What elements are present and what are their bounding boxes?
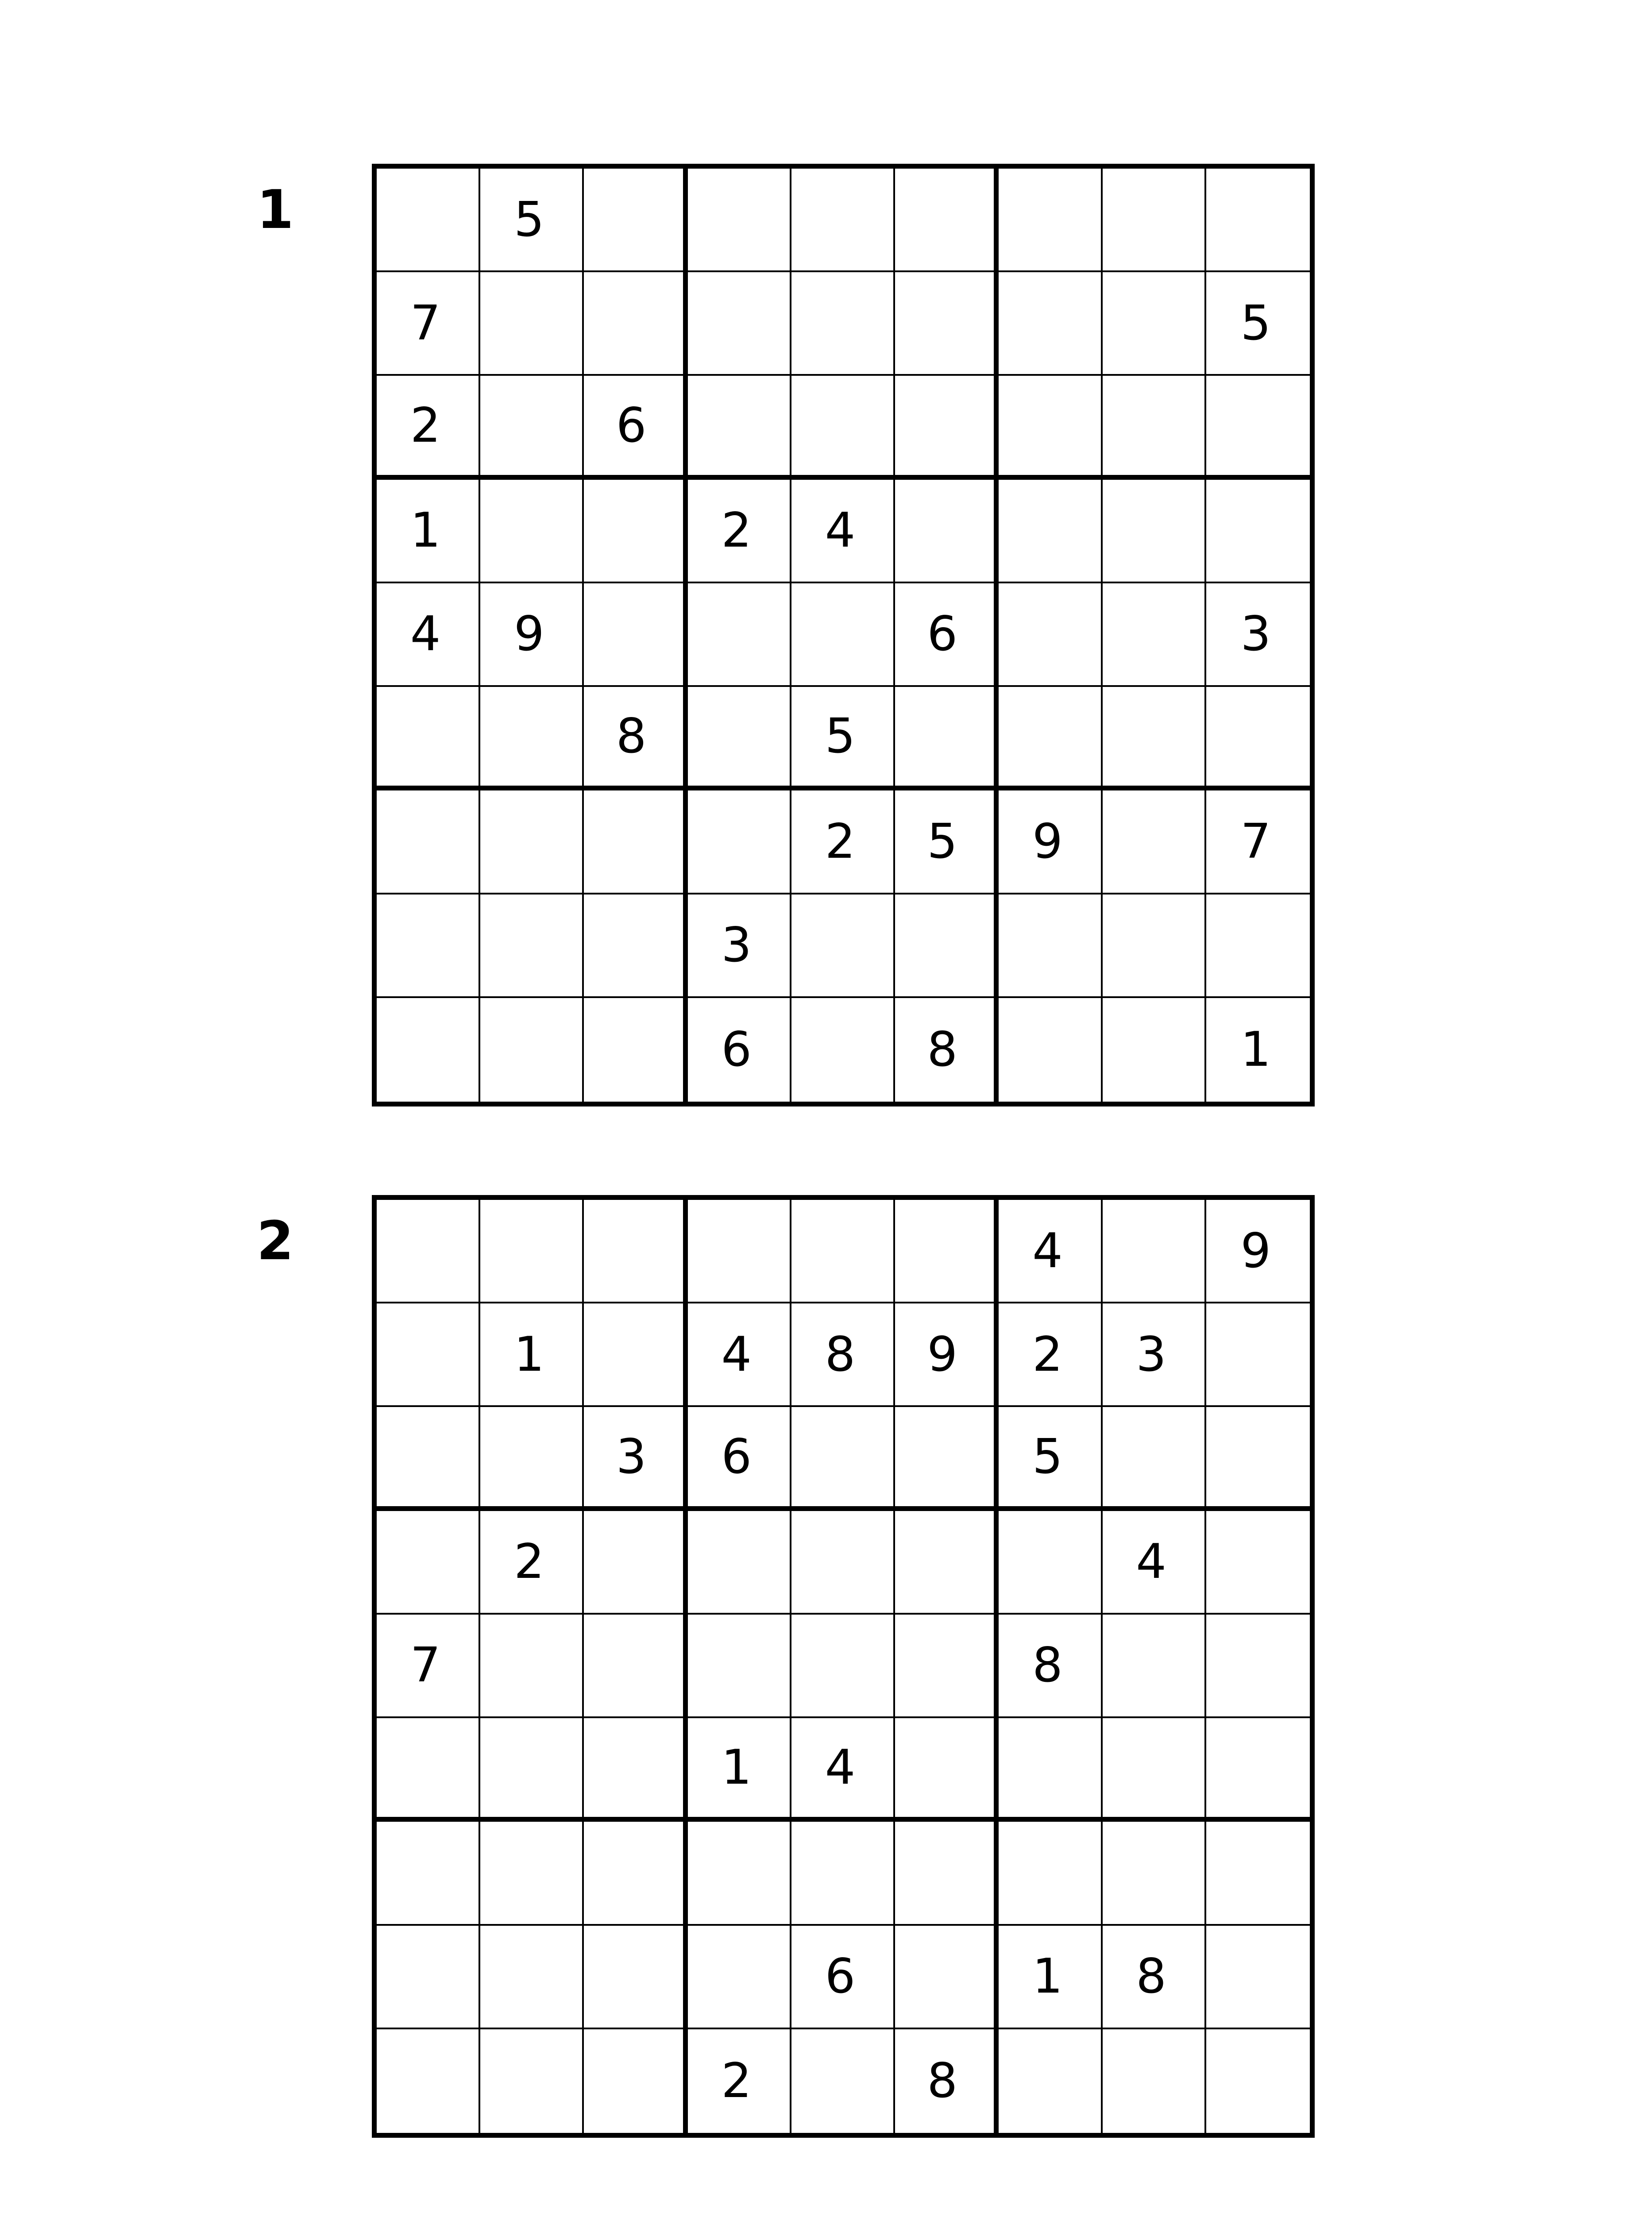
sudoku-cell[interactable] xyxy=(999,998,1102,1102)
sudoku-cell[interactable] xyxy=(1103,272,1206,376)
sudoku-cell[interactable] xyxy=(895,894,999,998)
sudoku-cell[interactable] xyxy=(584,2029,687,2133)
sudoku-cell[interactable]: 8 xyxy=(1103,1926,1206,2029)
sudoku-cell[interactable] xyxy=(1103,1200,1206,1303)
sudoku-cell[interactable] xyxy=(1103,998,1206,1102)
sudoku-cell[interactable] xyxy=(791,1511,895,1615)
sudoku-cell[interactable]: 3 xyxy=(1103,1303,1206,1407)
sudoku-cell[interactable] xyxy=(688,790,791,894)
sudoku-cell[interactable] xyxy=(1103,480,1206,583)
sudoku-cell[interactable]: 6 xyxy=(688,998,791,1102)
sudoku-cell[interactable]: 6 xyxy=(791,1926,895,2029)
sudoku-cell[interactable] xyxy=(584,169,687,272)
sudoku-cell[interactable] xyxy=(377,1303,480,1407)
sudoku-cell[interactable] xyxy=(688,1926,791,2029)
sudoku-cell[interactable] xyxy=(895,272,999,376)
sudoku-cell[interactable] xyxy=(584,998,687,1102)
sudoku-cell[interactable] xyxy=(791,272,895,376)
sudoku-cell[interactable] xyxy=(791,376,895,479)
sudoku-cell[interactable] xyxy=(377,2029,480,2133)
sudoku-cell[interactable]: 7 xyxy=(377,272,480,376)
sudoku-cell[interactable] xyxy=(1206,2029,1310,2133)
sudoku-cell[interactable] xyxy=(584,1615,687,1718)
sudoku-cell[interactable]: 5 xyxy=(791,687,895,790)
sudoku-cell[interactable] xyxy=(480,998,584,1102)
sudoku-cell[interactable] xyxy=(895,1718,999,1822)
sudoku-cell[interactable] xyxy=(584,1926,687,2029)
sudoku-cell[interactable]: 8 xyxy=(999,1615,1102,1718)
sudoku-cell[interactable] xyxy=(1103,1718,1206,1822)
sudoku-cell[interactable]: 5 xyxy=(480,169,584,272)
sudoku-cell[interactable] xyxy=(999,894,1102,998)
sudoku-cell[interactable] xyxy=(1103,894,1206,998)
sudoku-cell[interactable] xyxy=(999,272,1102,376)
sudoku-cell[interactable] xyxy=(377,894,480,998)
sudoku-cell[interactable] xyxy=(480,790,584,894)
sudoku-cell[interactable] xyxy=(1206,169,1310,272)
sudoku-cell[interactable] xyxy=(688,1200,791,1303)
sudoku-cell[interactable]: 6 xyxy=(895,583,999,687)
sudoku-cell[interactable] xyxy=(480,376,584,479)
sudoku-cell[interactable]: 8 xyxy=(584,687,687,790)
sudoku-cell[interactable] xyxy=(1103,1407,1206,1511)
sudoku-cell[interactable] xyxy=(1103,2029,1206,2133)
sudoku-cell[interactable] xyxy=(1103,1822,1206,1925)
sudoku-cell[interactable]: 9 xyxy=(480,583,584,687)
sudoku-cell[interactable] xyxy=(999,2029,1102,2133)
sudoku-cell[interactable] xyxy=(791,583,895,687)
sudoku-cell[interactable] xyxy=(480,1926,584,2029)
sudoku-cell[interactable]: 1 xyxy=(999,1926,1102,2029)
sudoku-cell[interactable] xyxy=(377,1718,480,1822)
sudoku-cell[interactable] xyxy=(377,1511,480,1615)
sudoku-cell[interactable] xyxy=(895,376,999,479)
sudoku-cell[interactable] xyxy=(895,1407,999,1511)
sudoku-cell[interactable] xyxy=(688,583,791,687)
sudoku-cell[interactable] xyxy=(1206,1822,1310,1925)
sudoku-cell[interactable]: 2 xyxy=(791,790,895,894)
sudoku-cell[interactable] xyxy=(1206,480,1310,583)
sudoku-cell[interactable] xyxy=(791,894,895,998)
sudoku-cell[interactable] xyxy=(999,169,1102,272)
sudoku-cell[interactable]: 4 xyxy=(377,583,480,687)
sudoku-cell[interactable]: 2 xyxy=(688,480,791,583)
sudoku-cell[interactable]: 6 xyxy=(584,376,687,479)
puzzle-2-number: 2 xyxy=(257,1211,294,1272)
sudoku-cell[interactable] xyxy=(1103,169,1206,272)
sudoku-cell[interactable] xyxy=(895,1926,999,2029)
sudoku-cell[interactable]: 8 xyxy=(895,998,999,1102)
sudoku-cell[interactable]: 2 xyxy=(999,1303,1102,1407)
sudoku-grid-1 xyxy=(372,164,1315,1106)
sudoku-cell[interactable] xyxy=(480,272,584,376)
sudoku-cell[interactable]: 3 xyxy=(688,894,791,998)
sudoku-cell[interactable] xyxy=(688,1615,791,1718)
sudoku-cell[interactable] xyxy=(791,1615,895,1718)
sudoku-cell[interactable]: 9 xyxy=(999,790,1102,894)
sudoku-cell[interactable] xyxy=(480,687,584,790)
sudoku-cell[interactable] xyxy=(791,1200,895,1303)
sudoku-cell[interactable]: 9 xyxy=(1206,1200,1310,1303)
sudoku-cell[interactable] xyxy=(895,1200,999,1303)
sudoku-cell[interactable]: 2 xyxy=(688,2029,791,2133)
sudoku-cell[interactable] xyxy=(584,1822,687,1925)
sudoku-cell[interactable] xyxy=(377,687,480,790)
sudoku-cell[interactable] xyxy=(688,169,791,272)
sudoku-cell[interactable]: 5 xyxy=(999,1407,1102,1511)
sudoku-cell[interactable] xyxy=(895,480,999,583)
sudoku-cell[interactable]: 8 xyxy=(895,2029,999,2133)
sudoku-cell[interactable] xyxy=(895,687,999,790)
sudoku-cell[interactable] xyxy=(377,1926,480,2029)
sudoku-cell[interactable] xyxy=(1103,1615,1206,1718)
sudoku-cell[interactable]: 2 xyxy=(377,376,480,479)
sudoku-cell[interactable]: 4 xyxy=(791,480,895,583)
sudoku-cell[interactable] xyxy=(584,583,687,687)
sudoku-cell[interactable]: 7 xyxy=(1206,790,1310,894)
sudoku-grid-2 xyxy=(372,1195,1315,2138)
sudoku-cell[interactable]: 1 xyxy=(377,480,480,583)
sudoku-cell[interactable] xyxy=(791,169,895,272)
sudoku-cell[interactable] xyxy=(1206,894,1310,998)
sudoku-cell[interactable] xyxy=(791,2029,895,2133)
sudoku-cell[interactable]: 4 xyxy=(688,1303,791,1407)
sudoku-cell[interactable] xyxy=(895,1615,999,1718)
sudoku-cell[interactable] xyxy=(999,480,1102,583)
sudoku-cell[interactable]: 5 xyxy=(1206,272,1310,376)
sudoku-cell[interactable] xyxy=(377,1407,480,1511)
sudoku-cell[interactable]: 5 xyxy=(895,790,999,894)
sudoku-cell[interactable]: 3 xyxy=(1206,583,1310,687)
sudoku-cell[interactable] xyxy=(999,1822,1102,1925)
sudoku-cell[interactable] xyxy=(1206,1718,1310,1822)
sudoku-cell[interactable]: 4 xyxy=(1103,1511,1206,1615)
sudoku-cell[interactable]: 8 xyxy=(791,1303,895,1407)
sudoku-cell[interactable]: 4 xyxy=(999,1200,1102,1303)
sudoku-cell[interactable] xyxy=(480,1822,584,1925)
sudoku-cell[interactable] xyxy=(688,376,791,479)
sudoku-cell[interactable] xyxy=(1206,687,1310,790)
sudoku-cell[interactable] xyxy=(1206,1511,1310,1615)
sudoku-cell[interactable] xyxy=(377,790,480,894)
sudoku-cell[interactable] xyxy=(1103,583,1206,687)
sudoku-cell[interactable] xyxy=(584,1200,687,1303)
sudoku-cell[interactable] xyxy=(999,1718,1102,1822)
sudoku-cell[interactable] xyxy=(377,1200,480,1303)
sudoku-cell[interactable] xyxy=(480,1718,584,1822)
sudoku-cell[interactable]: 3 xyxy=(584,1407,687,1511)
sudoku-cell[interactable] xyxy=(895,169,999,272)
sudoku-cell[interactable] xyxy=(791,1407,895,1511)
sudoku-cell[interactable]: 7 xyxy=(377,1615,480,1718)
sudoku-cell[interactable] xyxy=(688,687,791,790)
puzzle-1-number: 1 xyxy=(257,179,294,241)
sudoku-cell[interactable] xyxy=(791,1822,895,1925)
sudoku-cell[interactable] xyxy=(1103,790,1206,894)
sudoku-cell[interactable] xyxy=(1206,1615,1310,1718)
sudoku-cell[interactable] xyxy=(377,169,480,272)
sudoku-cell[interactable] xyxy=(999,687,1102,790)
sudoku-cell[interactable] xyxy=(999,376,1102,479)
sudoku-cell[interactable]: 2 xyxy=(480,1511,584,1615)
sudoku-cell[interactable] xyxy=(377,1822,480,1925)
sudoku-cell[interactable] xyxy=(584,1511,687,1615)
sudoku-cell[interactable] xyxy=(584,894,687,998)
sudoku-cell[interactable]: 1 xyxy=(480,1303,584,1407)
sudoku-cell[interactable] xyxy=(377,998,480,1102)
sudoku-cell[interactable] xyxy=(480,1200,584,1303)
sudoku-cell[interactable]: 9 xyxy=(895,1303,999,1407)
sudoku-cell[interactable] xyxy=(1103,687,1206,790)
sudoku-cell[interactable] xyxy=(999,583,1102,687)
sudoku-cell[interactable] xyxy=(584,1303,687,1407)
sudoku-cell[interactable] xyxy=(584,1718,687,1822)
sudoku-cell[interactable] xyxy=(1206,1926,1310,2029)
sudoku-cell[interactable] xyxy=(480,894,584,998)
sudoku-cell[interactable] xyxy=(480,1407,584,1511)
sudoku-cell[interactable] xyxy=(895,1822,999,1925)
sudoku-cell[interactable] xyxy=(480,2029,584,2133)
sudoku-cell[interactable] xyxy=(1103,376,1206,479)
sudoku-cell[interactable] xyxy=(688,1511,791,1615)
sudoku-cell[interactable] xyxy=(688,272,791,376)
sudoku-cell[interactable] xyxy=(584,480,687,583)
sudoku-cell[interactable] xyxy=(480,1615,584,1718)
sudoku-cell[interactable] xyxy=(999,1511,1102,1615)
sudoku-cell[interactable] xyxy=(1206,376,1310,479)
sudoku-cell[interactable] xyxy=(688,1822,791,1925)
sudoku-cell[interactable] xyxy=(480,480,584,583)
sudoku-cell[interactable]: 4 xyxy=(791,1718,895,1822)
sudoku-cell[interactable] xyxy=(584,272,687,376)
sudoku-cell[interactable] xyxy=(791,998,895,1102)
sudoku-cell[interactable] xyxy=(895,1511,999,1615)
sudoku-cell[interactable] xyxy=(584,790,687,894)
sudoku-cell[interactable]: 1 xyxy=(1240,1022,1271,1078)
sudoku-cell[interactable] xyxy=(1206,1303,1310,1407)
sudoku-cell[interactable] xyxy=(1206,1407,1310,1511)
sudoku-cell[interactable]: 6 xyxy=(688,1407,791,1511)
sudoku-cell[interactable]: 1 xyxy=(688,1718,791,1822)
